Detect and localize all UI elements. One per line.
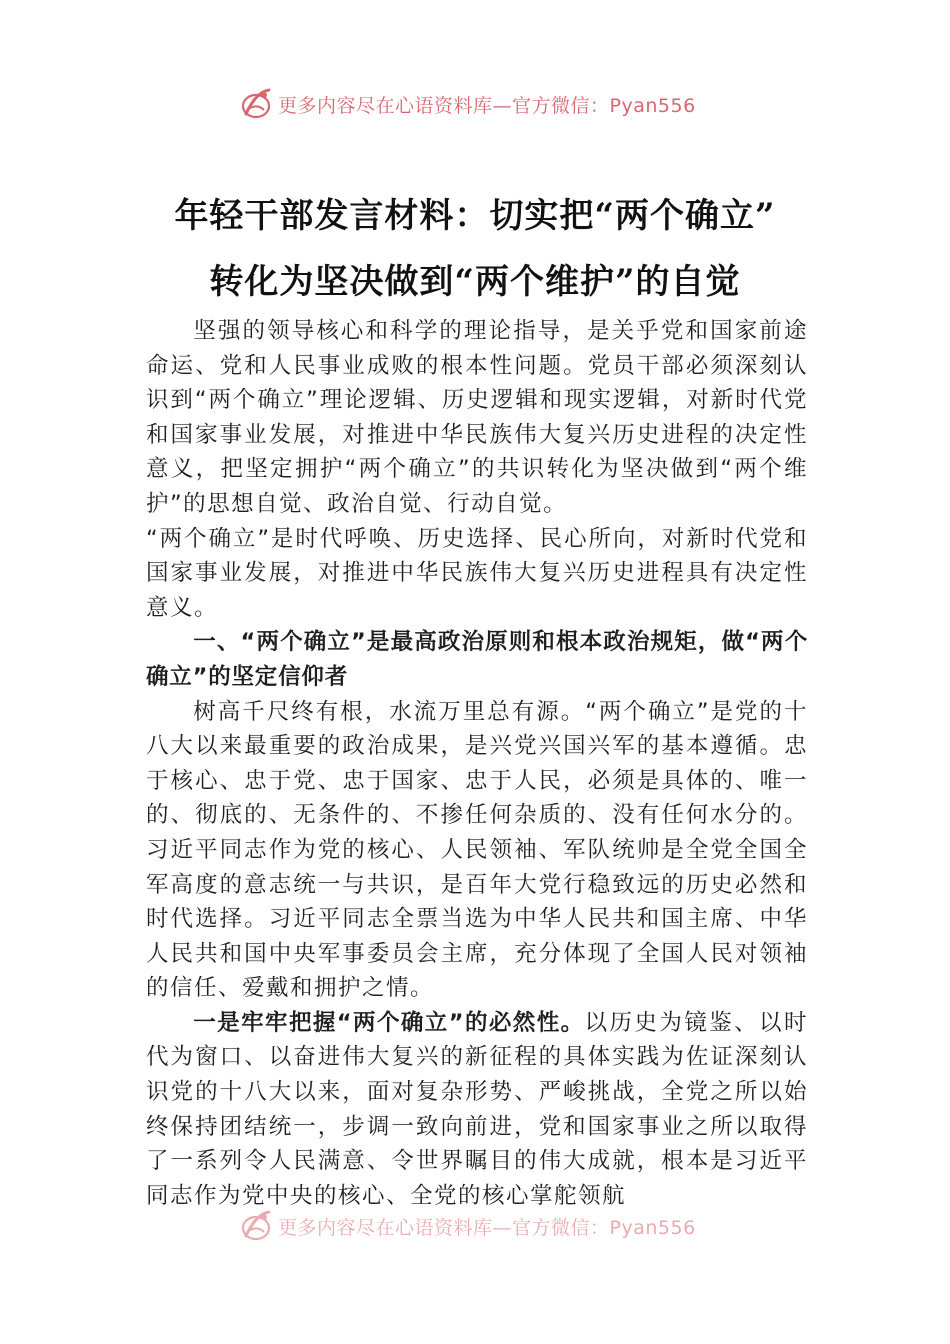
footer-banner-text: 更多内容尽在心语资料库—官方微信：Pyan556 bbox=[278, 1216, 696, 1239]
brand-logo-icon bbox=[236, 1206, 276, 1246]
footer-watermark-banner bbox=[236, 1206, 696, 1246]
paragraph-section1-body: 树高千尺终有根，水流万里总有源。“两个确立”是党的十八大以来最重要的政治成果，是兴党兴国兴军的基本遵循。忠于核心、忠于党、忠于国家、忠于人民，必须是具体的、唯一的、彻底的、无条件的、不掺任何杂质的、没有任何水分的。习近平同志作为党的核心、人民领袖、军队统帅是全党全国全军高度的意志统一与共识，是百年大党行稳致远的历史必然和时代选择。习近平同志全票当选为中华人民共和国主席、中华人民共和国中央军事委员会主席，充分体现了全国人民对领袖的信任、爱戴和拥护之情。 bbox=[146, 698, 808, 1002]
paragraph-intro: 坚强的领导核心和科学的理论指导，是关乎党和国家前途命运、党和人民事业成败的根本性问题。党员干部必须深刻认识到“两个确立”理论逻辑、历史逻辑和现实逻辑，对新时代党和国家事业发展，对推进中华民族伟大复兴历史进程的决定性意义，把坚定拥护“两个确立”的共识转化为坚决做到“两个维护”的思想自觉、政治自觉、行动自觉。 bbox=[146, 318, 808, 517]
document-title-line-1: 年轻干部发言材料：切实把“两个确立” bbox=[174, 196, 776, 236]
footer-wechat-id: Pyan556 bbox=[609, 1216, 696, 1239]
document-title-line-2: 转化为坚决做到“两个维护”的自觉 bbox=[209, 262, 741, 302]
header-watermark-banner bbox=[236, 84, 696, 124]
point-one-text: 以历史为镜鉴、以时代为窗口、以奋进伟大复兴的新征程的具体实践为佐证深刻认识党的十八大以来，面对复杂形势、严峻挑战，全党之所以始终保持团结统一，步调一致向前进，党和国家事业之所以取得了一系列令人民满意、令世界瞩目的伟大成就，根本是习近平同志作为党中央的核心、全党的核心掌舵领航 bbox=[146, 1009, 808, 1209]
brand-logo-icon bbox=[236, 84, 276, 124]
header-wechat-id: Pyan556 bbox=[609, 94, 696, 117]
document-body bbox=[146, 314, 808, 1213]
paragraph-significance: “两个确立”是时代呼唤、历史选择、民心所向，对新时代党和国家事业发展，对推进中华民族伟大复兴历史进程具有决定性意义。 bbox=[146, 525, 808, 621]
paragraph-point-one bbox=[146, 1006, 808, 1214]
section-heading-1: 一、“两个确立”是最高政治原则和根本政治规矩，做“两个确立”的坚定信仰者 bbox=[146, 629, 808, 690]
point-one-lead: 一是牢牢把握“两个确立”的必然性。 bbox=[193, 1009, 585, 1036]
header-banner-text: 更多内容尽在心语资料库—官方微信：Pyan556 bbox=[278, 94, 696, 117]
